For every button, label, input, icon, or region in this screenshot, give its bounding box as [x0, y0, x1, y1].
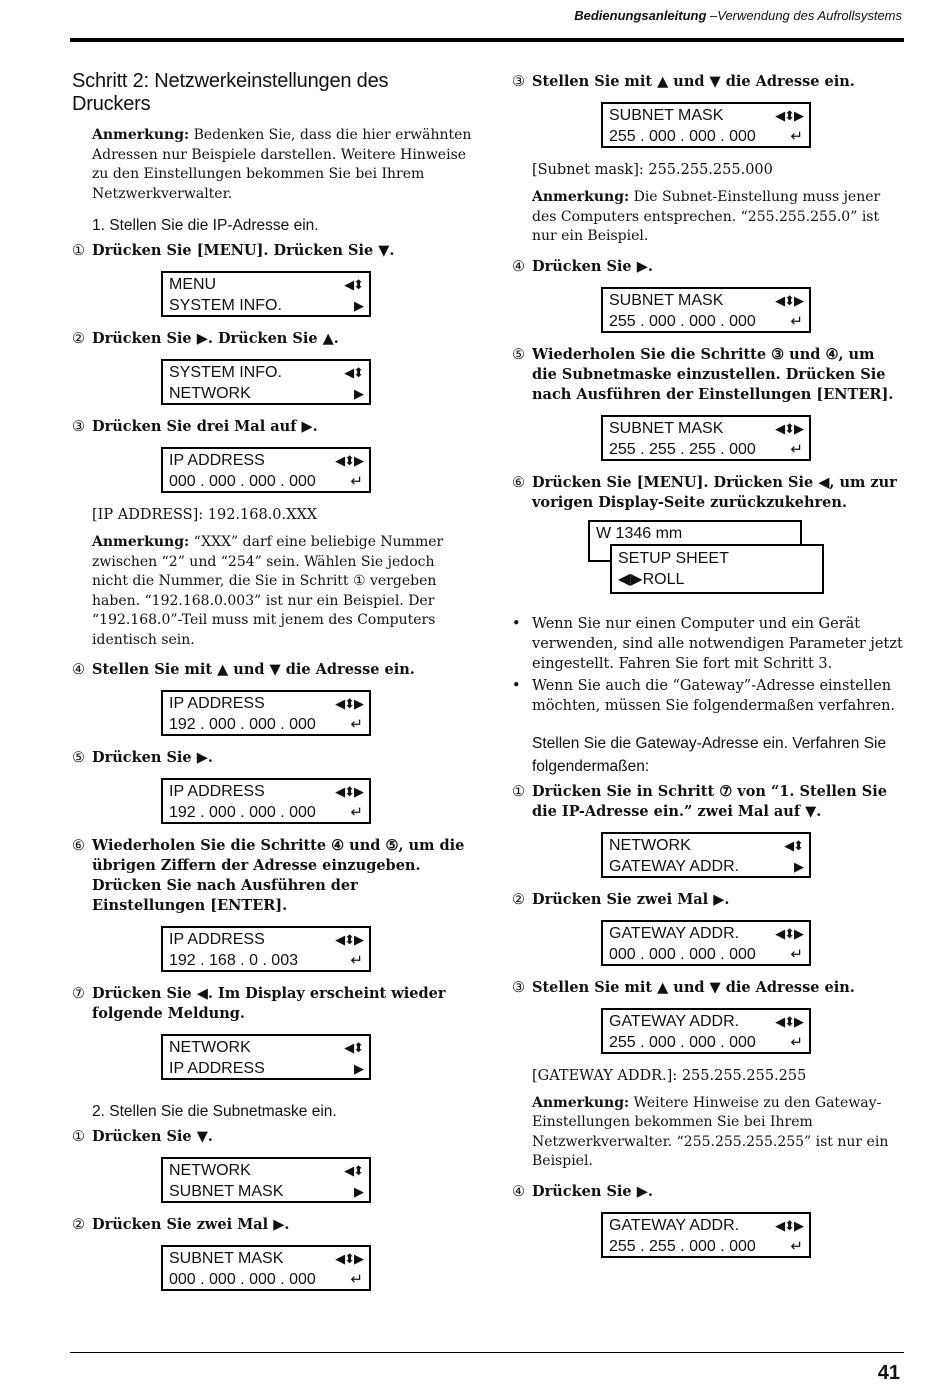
- step-number: ②: [72, 331, 85, 347]
- footer-rule: [70, 1352, 904, 1353]
- subnet-step-3: [512, 72, 904, 92]
- lcd-line-1: IP ADDRESS: [169, 783, 265, 800]
- step-text: Stellen Sie mit ▲ und ▼ die Adresse ein.: [532, 73, 855, 90]
- subsection-gateway: Stellen Sie die Gateway-Adresse ein. Verfahren Sie folgendermaßen:: [532, 734, 887, 775]
- step-number: ⑥: [512, 474, 525, 491]
- lcd-line-1: NETWORK: [609, 836, 691, 854]
- nav-arrows-icon: ◀⬍▶: [775, 925, 803, 941]
- enter-icon: ↵: [790, 1033, 803, 1051]
- step-6: [72, 836, 472, 916]
- subnet-step-5: [512, 345, 904, 405]
- lcd-line-2: 000 . 000 . 000 . 000: [169, 473, 316, 490]
- step-number: ④: [512, 1183, 525, 1200]
- step-text: Drücken Sie ▶.: [92, 749, 213, 766]
- arrow-right-icon: ▶: [354, 298, 363, 313]
- lcd-line-2: 192 . 000 . 000 . 000: [169, 716, 316, 733]
- nav-arrows-icon: ◀⬍: [784, 837, 803, 853]
- lcd-line-1: GATEWAY ADDR.: [609, 1216, 740, 1234]
- lcd-line-2: 000 . 000 . 000 . 000: [169, 1271, 316, 1288]
- lcd-line-2: 255 . 255 . 255 . 000: [609, 440, 756, 458]
- nav-arrows-icon: ◀⬍: [344, 365, 363, 380]
- step-text: Wiederholen Sie die Schritte ③ und ④, um die Subnetmaske einzustellen. Drücken Sie nach Ausführen der Einstellungen [ENTER].: [532, 345, 894, 403]
- step-number: ⑤: [512, 346, 525, 363]
- lcd-display: [161, 1245, 371, 1291]
- lcd-line-2: 255 . 000 . 000 . 000: [609, 128, 756, 145]
- enter-icon: ↵: [350, 1271, 363, 1288]
- right-column: [512, 72, 904, 1270]
- bullet-icon: •: [512, 677, 521, 694]
- step-number: ②: [72, 1217, 85, 1233]
- note-text: “XXX” darf eine beliebige Nummer zwischen “2” und “254” sein. Wählen Sie jedoch nicht die Nummer, die Sie in Schritt ① vergeben haben. “192.168.0.003” ist nur ein Beispiel. Der “192.168.0”-Teil muss mit jenem des Computers identisch sein.: [92, 534, 444, 648]
- enter-icon: ↵: [790, 1237, 803, 1255]
- lcd-line-2: IP ADDRESS: [169, 1060, 265, 1077]
- enter-icon: ↵: [350, 473, 363, 490]
- step-number: ⑥: [72, 838, 85, 854]
- step-text: Drücken Sie ◀. Im Display erscheint wieder folgende Meldung.: [92, 985, 446, 1022]
- step-text: Drücken Sie ▼.: [92, 1128, 213, 1145]
- ip-example: [IP ADDRESS]: 192.168.0.XXX: [92, 507, 318, 523]
- nav-arrows-icon: ◀⬍▶: [775, 292, 803, 308]
- step-2: [72, 329, 472, 349]
- note-text: Bedenken Sie, dass die hier erwähnten Adressen nur Beispiele darstellen. Weitere Hinweise zu den Einstellungen bekommen Sie bei Ihrem Netzwerkverwalter.: [92, 127, 472, 202]
- nav-arrows-icon: ◀⬍▶: [335, 453, 363, 468]
- note-label: Anmerkung:: [532, 1094, 630, 1111]
- note-subnet: [532, 188, 904, 247]
- note-text: Weitere Hinweise zu den Gateway-Einstellungen bekommen Sie bei Ihrem Netzwerkverwalter. “255.255.255.255” ist nur ein Beispiel.: [532, 1094, 889, 1169]
- lcd-line-1: SUBNET MASK: [609, 419, 724, 437]
- gateway-step-2: [512, 890, 904, 910]
- lcd-front-panel: [610, 544, 824, 594]
- nav-arrows-icon: ◀⬍: [344, 1163, 363, 1178]
- gateway-example: [GATEWAY ADDR.]: 255.255.255.255: [532, 1067, 807, 1084]
- section-title: Schritt 2: Netzwerkeinstellungen des Druckers: [72, 70, 389, 115]
- enter-icon: ↵: [790, 128, 803, 145]
- lcd-display: [161, 1157, 371, 1203]
- lcd-line-1: SETUP SHEET: [618, 549, 729, 567]
- lcd-line-1: SUBNET MASK: [609, 291, 724, 309]
- running-header: [574, 8, 902, 23]
- lcd-stacked-display: [588, 520, 828, 598]
- lcd-line-2: SYSTEM INFO.: [169, 297, 282, 314]
- nav-arrows-icon: ◀⬍: [344, 277, 363, 292]
- step-number: ③: [512, 979, 525, 996]
- nav-arrows-icon: ◀⬍▶: [335, 1251, 363, 1266]
- lcd-width-readout: W 1346 mm: [596, 524, 683, 542]
- lcd-line-1: NETWORK: [169, 1162, 251, 1179]
- gateway-step-1: [512, 782, 904, 822]
- lcd-line-1: SUBNET MASK: [609, 107, 724, 124]
- step-text: Drücken Sie [MENU]. Drücken Sie ◀, um zur vorigen Display-Seite zurückzukehren.: [532, 473, 897, 511]
- step-text: Drücken Sie drei Mal auf ▶.: [92, 418, 318, 435]
- step-number: ⑤: [72, 750, 85, 766]
- enter-icon: ↵: [350, 952, 363, 969]
- lcd-display: [161, 690, 371, 736]
- lcd-display: [161, 359, 371, 405]
- lcd-line-2: 192 . 000 . 000 . 000: [169, 804, 316, 821]
- lcd-display: [161, 926, 371, 972]
- bullet-text: Wenn Sie nur einen Computer und ein Gerät verwenden, sind alle notwendigen Parameter jetzt eingestellt. Fahren Sie fort mit Schritt 3.: [532, 615, 903, 672]
- lcd-line-2: GATEWAY ADDR.: [609, 857, 740, 875]
- arrow-right-icon: ▶: [354, 1061, 363, 1076]
- lcd-line-1: NETWORK: [169, 1039, 251, 1056]
- subnet-step-4: [512, 257, 904, 277]
- step-3: [72, 417, 472, 437]
- lcd-line-1: SYSTEM INFO.: [169, 364, 282, 381]
- nav-arrows-icon: ◀⬍▶: [775, 108, 803, 123]
- lcd-line-2: 255 . 000 . 000 . 000: [609, 312, 756, 330]
- note-label: Anmerkung:: [92, 534, 190, 550]
- lcd-line-1: SUBNET MASK: [169, 1250, 284, 1267]
- nav-arrows-icon: ◀⬍▶: [775, 1217, 803, 1233]
- lcd-display: [161, 778, 371, 824]
- enter-icon: ↵: [350, 716, 363, 733]
- lcd-line-2: SUBNET MASK: [169, 1183, 284, 1200]
- step-5: [72, 748, 472, 768]
- lcd-display: [601, 832, 811, 878]
- header-title-rest: –Verwendung des Aufrollsystems: [706, 8, 902, 23]
- step-text: Wiederholen Sie die Schritte ④ und ⑤, um die übrigen Ziffern der Adresse einzugeben. Drücken Sie nach Ausführen der Einstellungen [ENTER].: [92, 837, 465, 914]
- subsection-ip: 1. Stellen Sie die IP-Adresse ein.: [92, 217, 319, 234]
- enter-icon: ↵: [790, 945, 803, 963]
- nav-arrows-icon: ◀⬍▶: [335, 932, 363, 947]
- lcd-line-2: 255 . 255 . 000 . 000: [609, 1237, 756, 1255]
- lcd-line-2: ◀▶ROLL: [618, 570, 685, 588]
- bullet-icon: •: [512, 615, 521, 632]
- step-text: Drücken Sie zwei Mal ▶.: [532, 890, 730, 908]
- note-addresses: [92, 126, 472, 204]
- step-number: ③: [72, 419, 85, 435]
- gateway-step-3: [512, 978, 904, 998]
- bullet-text: Wenn Sie auch die “Gateway”-Adresse einstellen möchten, müssen Sie folgendermaßen verfahren.: [532, 677, 896, 714]
- step-number: ④: [72, 662, 85, 678]
- step-text: Drücken Sie zwei Mal ▶.: [92, 1216, 290, 1233]
- step-text: Stellen Sie mit ▲ und ▼ die Adresse ein.: [92, 661, 415, 678]
- step-text: Drücken Sie ▶.: [532, 257, 653, 275]
- lcd-line-1: GATEWAY ADDR.: [609, 924, 740, 942]
- mask-example: [Subnet mask]: 255.255.255.000: [532, 162, 773, 178]
- subnet-step-6: [512, 473, 904, 513]
- note-gateway: [532, 1094, 904, 1172]
- step-text: Drücken Sie ▶. Drücken Sie ▲.: [92, 330, 339, 347]
- lcd-line-2: 000 . 000 . 000 . 000: [609, 945, 756, 963]
- step-1: [72, 241, 472, 261]
- step-text: Stellen Sie mit ▲ und ▼ die Adresse ein.: [532, 978, 855, 996]
- nav-arrows-icon: ◀⬍▶: [775, 1013, 803, 1029]
- lcd-line-1: MENU: [169, 276, 217, 293]
- page-number: 41: [877, 1362, 900, 1384]
- lcd-line-2: 192 . 168 . 0 . 003: [169, 952, 298, 969]
- lcd-display: [601, 415, 811, 461]
- lcd-display: [161, 447, 371, 493]
- lcd-line-1: IP ADDRESS: [169, 452, 265, 469]
- subnet-step-2: [72, 1215, 472, 1235]
- step-number: ⑦: [72, 986, 85, 1002]
- gateway-step-4: [512, 1182, 904, 1202]
- lcd-display: [601, 1008, 811, 1054]
- lcd-display: [161, 1034, 371, 1080]
- lcd-line-2: NETWORK: [169, 385, 251, 402]
- step-7: [72, 984, 472, 1024]
- lcd-display: [601, 920, 811, 966]
- nav-arrows-icon: ◀⬍: [344, 1040, 363, 1055]
- step-number: ②: [512, 891, 525, 908]
- arrow-right-icon: ▶: [354, 1184, 363, 1199]
- step-number: ①: [72, 1129, 85, 1145]
- nav-arrows-icon: ◀⬍▶: [335, 696, 363, 711]
- lcd-line-2: 255 . 000 . 000 . 000: [609, 1033, 756, 1051]
- step-text: Drücken Sie in Schritt ⑦ von “1. Stellen Sie die IP-Adresse ein.” zwei Mal auf ▼.: [532, 782, 887, 820]
- enter-icon: ↵: [350, 804, 363, 821]
- lcd-line-1: IP ADDRESS: [169, 695, 265, 712]
- subsection-subnet: 2. Stellen Sie die Subnetmaske ein.: [92, 1103, 337, 1120]
- step-number: ①: [72, 243, 85, 259]
- header-rule: [70, 38, 904, 42]
- list-item: [512, 614, 904, 674]
- note-text: Die Subnet-Einstellung muss jener des Computers entsprechen. “255.255.255.0” ist nur ein Beispiel.: [532, 189, 881, 244]
- lcd-line-1: GATEWAY ADDR.: [609, 1012, 740, 1030]
- step-number: ③: [512, 74, 525, 90]
- lcd-display: [601, 1212, 811, 1258]
- nav-arrows-icon: ◀⬍▶: [775, 420, 803, 436]
- bullet-list: [512, 614, 904, 716]
- lcd-display: [601, 287, 811, 333]
- header-title-bold: Bedienungsanleitung: [574, 8, 707, 23]
- step-number: ①: [512, 783, 525, 800]
- enter-icon: ↵: [790, 312, 803, 330]
- lcd-display: [161, 271, 371, 317]
- step-text: Drücken Sie ▶.: [532, 1182, 653, 1200]
- note-label: Anmerkung:: [92, 127, 190, 143]
- step-text: Drücken Sie [MENU]. Drücken Sie ▼.: [92, 242, 395, 259]
- note-ip: [92, 533, 472, 650]
- step-number: ④: [512, 258, 525, 275]
- left-column: [72, 64, 472, 1303]
- note-label: Anmerkung:: [532, 189, 630, 205]
- step-4: [72, 660, 472, 680]
- lcd-line-1: IP ADDRESS: [169, 931, 265, 948]
- list-item: [512, 676, 904, 716]
- enter-icon: ↵: [790, 440, 803, 458]
- arrow-right-icon: ▶: [354, 386, 363, 401]
- nav-arrows-icon: ◀⬍▶: [335, 784, 363, 799]
- subnet-step-1: [72, 1127, 472, 1147]
- arrow-right-icon: ▶: [794, 858, 803, 874]
- lcd-display: [601, 102, 811, 148]
